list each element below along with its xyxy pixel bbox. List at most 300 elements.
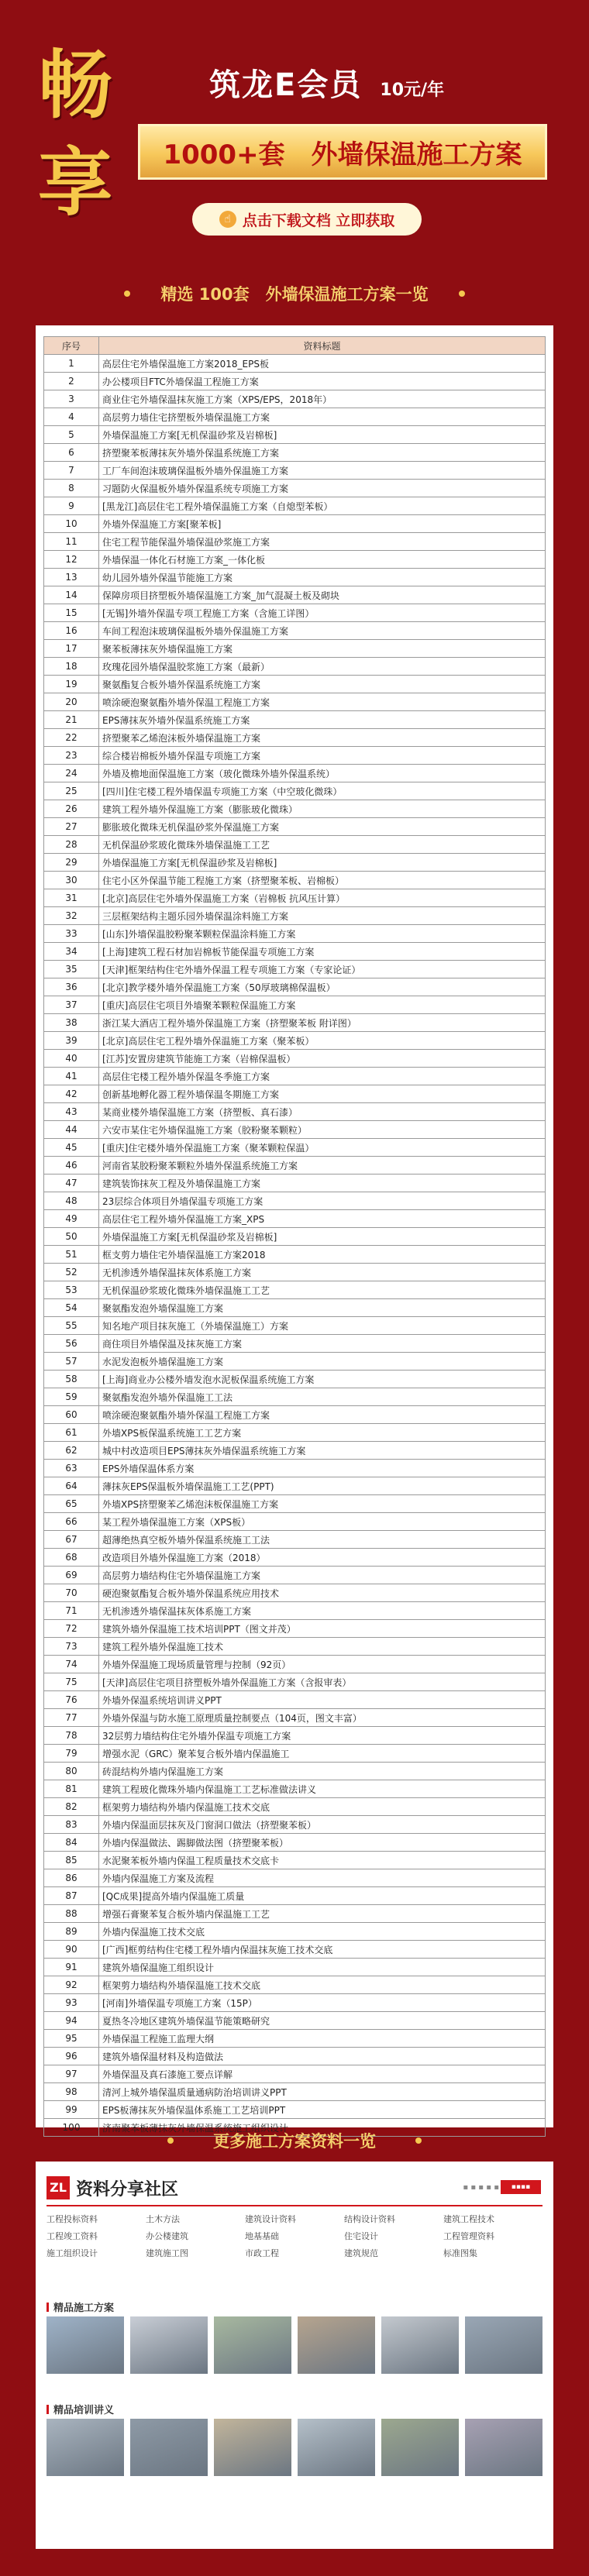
row-number: 66 [44, 1513, 99, 1531]
table-row [44, 1388, 546, 1406]
row-title[interactable]: 外墙内保温施工技术交底 [99, 1923, 546, 1941]
row-number: 11 [44, 533, 99, 551]
row-number: 60 [44, 1406, 99, 1424]
row-title[interactable]: 外墙外保温与防水施工原理质量控制要点（104页，图文丰富） [99, 1709, 546, 1727]
decor-dot [459, 291, 465, 297]
row-title[interactable]: 住宅小区外保温节能工程施工方案（挤塑聚苯板、岩棉板） [99, 872, 546, 889]
thumbnail[interactable] [46, 2316, 124, 2374]
table-row [44, 1014, 546, 1032]
table-row [44, 943, 546, 961]
row-title[interactable]: 增强石膏聚苯复合板外墙内保温施工工艺 [99, 1905, 546, 1923]
row-title[interactable]: 建筑工程玻化微珠外墙内保温施工工艺标准做法讲义 [99, 1780, 546, 1798]
row-number: 76 [44, 1691, 99, 1709]
more-resources-card [36, 2162, 553, 2549]
row-title[interactable]: [重庆]住宅楼外墙外保温施工方案（聚苯颗粒保温） [99, 1139, 546, 1157]
row-title[interactable]: 外墙外保温系统培训讲义PPT [99, 1691, 546, 1709]
row-title[interactable]: 无机保温砂浆玻化微珠外墙保温施工工艺 [99, 836, 546, 854]
category-link[interactable]: 土木方法 [146, 2214, 180, 2224]
row-title[interactable]: 高层剪力墙住宅挤塑板外墙保温施工方案 [99, 408, 546, 426]
row-number: 73 [44, 1638, 99, 1656]
category-link[interactable]: 工程竣工资料 [46, 2231, 98, 2241]
row-title[interactable]: 水泥聚苯板外墙内保温工程质量技术交底卡 [99, 1852, 546, 1869]
row-title[interactable]: 薄抹灰EPS保温板外墙保温施工工艺(PPT) [99, 1477, 546, 1495]
row-number: 40 [44, 1050, 99, 1068]
row-title[interactable]: 喷涂硬泡聚氨酯外墙外保温工程施工方案 [99, 693, 546, 711]
thumbnail[interactable] [46, 2419, 124, 2476]
row-number: 82 [44, 1798, 99, 1816]
site-name[interactable]: 资料分享社区 [76, 2179, 179, 2199]
row-title[interactable]: 工厂车间泡沫玻璃保温板外墙外保温施工方案 [99, 462, 546, 480]
table-row [44, 1869, 546, 1887]
table-row [44, 1442, 546, 1460]
table-row [44, 1513, 546, 1531]
table-row [44, 1264, 546, 1281]
row-title[interactable]: [河南]外墙保温专项施工方案（15P） [99, 1994, 546, 2012]
row-number: 52 [44, 1264, 99, 1281]
row-number: 78 [44, 1727, 99, 1745]
table-row [44, 658, 546, 676]
table-row [44, 961, 546, 978]
row-number: 36 [44, 978, 99, 996]
table-row [44, 497, 546, 515]
row-number: 77 [44, 1709, 99, 1727]
row-number: 15 [44, 604, 99, 622]
thumbnail[interactable] [381, 2419, 459, 2476]
table-row [44, 569, 546, 586]
row-title[interactable]: [北京]高层住宅外墙外保温施工方案（岩棉板 抗风压计算） [99, 889, 546, 907]
thumbnail[interactable] [130, 2419, 208, 2476]
row-title[interactable]: 外墙保温及真石漆施工要点详解 [99, 2065, 546, 2083]
row-title[interactable]: 外墙保温施工方案[无机保温砂浆及岩棉板] [99, 1228, 546, 1246]
row-number: 35 [44, 961, 99, 978]
row-title[interactable]: 外墙及檐地面保温施工方案（玻化微珠外墙外保温系统） [99, 765, 546, 782]
row-number: 74 [44, 1656, 99, 1673]
thumbnail[interactable] [298, 2419, 375, 2476]
row-number: 55 [44, 1317, 99, 1335]
row-title[interactable]: 建筑工程外墙外保温施工方案（膨胀玻化微珠） [99, 800, 546, 818]
row-number: 23 [44, 747, 99, 765]
table-header-row [44, 337, 546, 355]
row-title[interactable]: 无机保温砂浆玻化微珠外墙保温施工工艺 [99, 1281, 546, 1299]
table-row [44, 515, 546, 533]
plan-table-card [36, 325, 553, 2134]
table-row [44, 1246, 546, 1264]
row-number: 27 [44, 818, 99, 836]
table-row [44, 604, 546, 622]
row-title[interactable]: 框支剪力墙住宅外墙保温施工方案2018 [99, 1246, 546, 1264]
row-number: 75 [44, 1673, 99, 1691]
row-title[interactable]: 商住项目外墙保温及抹灰施工方案 [99, 1335, 546, 1353]
vip-price: 10元/年 [380, 81, 445, 100]
header-button[interactable]: ▪▪▪▪ [501, 2180, 541, 2194]
row-number: 61 [44, 1424, 99, 1442]
table-row [44, 1584, 546, 1602]
thumbnail[interactable] [130, 2316, 208, 2374]
row-title[interactable]: 夏热冬冷地区建筑外墙保温节能策略研究 [99, 2012, 546, 2030]
table-row [44, 676, 546, 693]
row-title[interactable]: 框架剪力墙结构外墙内保温施工技术交底 [99, 1798, 546, 1816]
row-number: 9 [44, 497, 99, 515]
row-number: 16 [44, 622, 99, 640]
thumbnail-image [298, 2419, 375, 2476]
table-row [44, 1531, 546, 1549]
row-title[interactable]: 清河上城外墙保温质量通病防治培训讲义PPT [99, 2083, 546, 2101]
row-number: 69 [44, 1567, 99, 1584]
row-title[interactable]: 建筑装饰抹灰工程及外墙保温施工方案 [99, 1175, 546, 1192]
row-title[interactable]: 办公楼项目FTC外墙保温工程施工方案 [99, 373, 546, 390]
row-number: 29 [44, 854, 99, 872]
row-title[interactable]: 建筑外墙保温材料及构造做法 [99, 2048, 546, 2065]
table-row [44, 1567, 546, 1584]
row-title[interactable]: EPS外墙保温体系方案 [99, 1460, 546, 1477]
table-row [44, 444, 546, 462]
row-title[interactable]: 建筑工程外墙外保温施工技术 [99, 1638, 546, 1656]
category-link[interactable]: 施工组织设计 [46, 2248, 98, 2258]
row-number: 3 [44, 390, 99, 408]
row-title[interactable]: [四川]住宅楼工程外墙保温专项施工方案（中空玻化微珠） [99, 782, 546, 800]
row-title[interactable]: 保障房项目挤塑板外墙保温施工方案_加气混凝土板及砌块 [99, 586, 546, 604]
hero-banner [0, 0, 589, 279]
row-number: 56 [44, 1335, 99, 1353]
row-title[interactable]: 济南聚苯板薄抹灰外墙保温系统施工组织设计 [99, 2119, 546, 2137]
row-title[interactable]: [天津]高层住宅项目挤塑板外墙外保温施工方案（含报审表） [99, 1673, 546, 1691]
table-row [44, 1620, 546, 1638]
site-logo: ZL [46, 2176, 70, 2199]
row-number: 22 [44, 729, 99, 747]
row-number: 70 [44, 1584, 99, 1602]
table-row [44, 1477, 546, 1495]
table-row [44, 1709, 546, 1727]
row-number: 45 [44, 1139, 99, 1157]
row-title[interactable]: [上海]建筑工程石材加岩棉板节能保温专项施工方案 [99, 943, 546, 961]
row-title[interactable]: 住宅工程节能保温外墙保温砂浆施工方案 [99, 533, 546, 551]
category-link[interactable]: 地基基础 [245, 2231, 279, 2241]
table-row [44, 1816, 546, 1834]
row-number: 7 [44, 462, 99, 480]
row-number: 85 [44, 1852, 99, 1869]
table-row [44, 1317, 546, 1335]
row-title[interactable]: 挤塑聚苯乙烯泡沫板外墙保温施工方案 [99, 729, 546, 747]
table-row [44, 2065, 546, 2083]
row-title[interactable]: [北京]教学楼外墙外保温施工方案（50厚玻璃棉保温板） [99, 978, 546, 996]
table-row [44, 1691, 546, 1709]
row-number: 96 [44, 2048, 99, 2065]
row-title[interactable]: 六安市某住宅外墙保温施工方案（胶粉聚苯颗粒） [99, 1121, 546, 1139]
row-title[interactable]: 砖混结构外墙内保温施工方案 [99, 1763, 546, 1780]
category-link[interactable]: 标准图集 [443, 2248, 477, 2258]
row-title[interactable]: 聚氨酯发泡外墙外保温施工工法 [99, 1388, 546, 1406]
table-row [44, 907, 546, 925]
row-number: 12 [44, 551, 99, 569]
table-row [44, 390, 546, 408]
row-number: 20 [44, 693, 99, 711]
row-title[interactable]: 改造项目外墙外保温施工方案（2018） [99, 1549, 546, 1567]
row-title[interactable]: EPS薄抹灰外墙外保温系统施工方案 [99, 711, 546, 729]
category-link[interactable]: 建筑工程技术 [443, 2214, 494, 2224]
row-title[interactable]: 知名地产项目抹灰施工（外墙保温施工）方案 [99, 1317, 546, 1335]
row-number: 90 [44, 1941, 99, 1959]
row-title[interactable]: 聚氨酯发泡外墙保温施工方案 [99, 1299, 546, 1317]
row-number: 51 [44, 1246, 99, 1264]
row-title[interactable]: 创新基地孵化器工程外墙保温冬期施工方案 [99, 1085, 546, 1103]
row-number: 30 [44, 872, 99, 889]
row-title[interactable]: 无机渗透外墙保温抹灰体系施工方案 [99, 1602, 546, 1620]
row-number: 92 [44, 1976, 99, 1994]
row-number: 21 [44, 711, 99, 729]
row-number: 100 [44, 2119, 99, 2137]
table-row [44, 1727, 546, 1745]
row-title[interactable]: [北京]高层住宅工程外墙外保温施工方案（聚苯板） [99, 1032, 546, 1050]
row-title[interactable]: 增强水泥（GRC）聚苯复合板外墙内保温施工 [99, 1745, 546, 1763]
row-title[interactable]: [无锡]外墙外保温专项工程施工方案（含施工详图） [99, 604, 546, 622]
row-title[interactable]: 聚氨酯复合板外墙外保温系统施工方案 [99, 676, 546, 693]
pointer-icon: ☝ [219, 211, 236, 228]
thumbnail-image [46, 2419, 124, 2476]
row-title[interactable]: 外墙内保温施工方案及流程 [99, 1869, 546, 1887]
category-link[interactable]: 建筑规范 [344, 2248, 378, 2258]
row-title[interactable]: 超薄绝热真空板外墙外保温系统施工工法 [99, 1531, 546, 1549]
table-body [44, 355, 546, 2137]
table-row [44, 711, 546, 729]
row-number: 25 [44, 782, 99, 800]
category-link[interactable]: 住宅设计 [344, 2231, 378, 2241]
category-link[interactable]: 办公楼建筑 [146, 2231, 188, 2241]
row-number: 84 [44, 1834, 99, 1852]
category-link[interactable]: 市政工程 [245, 2248, 279, 2258]
row-number: 4 [44, 408, 99, 426]
table-row [44, 872, 546, 889]
table-row [44, 1424, 546, 1442]
row-number: 48 [44, 1192, 99, 1210]
row-title[interactable]: 某工程外墙保温施工方案（XPS板） [99, 1513, 546, 1531]
row-title[interactable]: [上海]商业办公楼外墙发泡水泥板保温系统施工方案 [99, 1371, 546, 1388]
row-title[interactable]: 车间工程泡沫玻璃保温板外墙外保温施工方案 [99, 622, 546, 640]
table-row [44, 747, 546, 765]
category-link[interactable]: 工程管理资料 [443, 2231, 494, 2241]
row-title[interactable]: 三层框架结构主题乐园外墙保温涂料施工方案 [99, 907, 546, 925]
row-number: 1 [44, 355, 99, 373]
row-title[interactable]: [江苏]安置房建筑节能施工方案（岩棉保温板） [99, 1050, 546, 1068]
row-title[interactable]: 综合楼岩棉板外墙外保温专项施工方案 [99, 747, 546, 765]
row-number: 88 [44, 1905, 99, 1923]
category-link[interactable]: 工程投标资料 [46, 2214, 98, 2224]
row-title[interactable]: 水泥发泡板外墙保温施工方案 [99, 1353, 546, 1371]
row-number: 49 [44, 1210, 99, 1228]
row-title[interactable]: 外墙XPS板保温系统施工工艺方案 [99, 1424, 546, 1442]
table-row [44, 2083, 546, 2101]
thumbnail-image [214, 2316, 291, 2374]
thumbnail[interactable] [298, 2316, 375, 2374]
table-row [44, 996, 546, 1014]
row-title[interactable]: 外墙保温施工方案[无机保温砂浆及岩棉板] [99, 854, 546, 872]
table-row [44, 1780, 546, 1798]
table-row [44, 889, 546, 907]
row-title[interactable]: [广西]框剪结构住宅楼工程外墙内保温抹灰施工技术交底 [99, 1941, 546, 1959]
row-number: 97 [44, 2065, 99, 2083]
table-row [44, 426, 546, 444]
row-number: 38 [44, 1014, 99, 1032]
table-row [44, 1032, 546, 1050]
table-row [44, 1656, 546, 1673]
row-number: 64 [44, 1477, 99, 1495]
thumbnail-image [465, 2316, 542, 2374]
category-link[interactable]: 建筑设计资料 [245, 2214, 296, 2224]
table-row [44, 408, 546, 426]
row-title[interactable]: 32层剪力墙结构住宅外墙外保温专项施工方案 [99, 1727, 546, 1745]
vip-line [209, 60, 444, 105]
table-row [44, 373, 546, 390]
table-row [44, 640, 546, 658]
thumbnail-image [130, 2316, 208, 2374]
row-title[interactable]: 外墙内保温做法、踢脚做法图（挤塑聚苯板） [99, 1834, 546, 1852]
table-row [44, 533, 546, 551]
row-title[interactable]: 高层剪力墙结构住宅外墙保温施工方案 [99, 1567, 546, 1584]
thumbnail-row-training [46, 2419, 542, 2476]
row-number: 67 [44, 1531, 99, 1549]
row-number: 34 [44, 943, 99, 961]
row-title[interactable]: 商业住宅外墙保温抹灰施工方案（XPS/EPS，2018年） [99, 390, 546, 408]
decor-dot [415, 2137, 422, 2144]
row-number: 8 [44, 480, 99, 497]
section-title-more: 更多施工方案资料一览 [213, 2132, 376, 2151]
row-title[interactable]: 无机渗透外墙保温抹灰体系施工方案 [99, 1264, 546, 1281]
row-number: 17 [44, 640, 99, 658]
row-title[interactable]: 外墙内保温面层抹灰及门窗洞口做法（挤塑聚苯板） [99, 1816, 546, 1834]
row-title[interactable]: 23层综合体项目外墙保温专项施工方案 [99, 1192, 546, 1210]
row-number: 54 [44, 1299, 99, 1317]
row-number: 18 [44, 658, 99, 676]
thumbnail[interactable] [214, 2419, 291, 2476]
divider [46, 2205, 542, 2206]
row-number: 39 [44, 1032, 99, 1050]
row-title[interactable]: 框架剪力墙结构外墙保温施工技术交底 [99, 1976, 546, 1994]
row-number: 81 [44, 1780, 99, 1798]
column-header-title: 资料标题 [99, 337, 546, 355]
row-title[interactable]: 膨胀玻化微珠无机保温砂浆外保温施工方案 [99, 818, 546, 836]
row-title[interactable]: EPS板薄抹灰外墙保温体系施工工艺培训PPT [99, 2101, 546, 2119]
table-row [44, 1353, 546, 1371]
column-header-no: 序号 [44, 337, 99, 355]
thumbnail[interactable] [381, 2316, 459, 2374]
table-row [44, 836, 546, 854]
row-title[interactable]: 幼儿园外墙外保温节能施工方案 [99, 569, 546, 586]
row-number: 72 [44, 1620, 99, 1638]
row-title[interactable]: 玫瑰花园外墙保温胶浆施工方案（最新） [99, 658, 546, 676]
row-title[interactable]: 挤塑聚苯板薄抹灰外墙外保温系统施工方案 [99, 444, 546, 462]
thumbnail[interactable] [465, 2316, 542, 2374]
row-title[interactable]: 外墙保温一体化石材施工方案_一体化板 [99, 551, 546, 569]
table-row [44, 1335, 546, 1353]
row-title[interactable]: 浙江某大酒店工程外墙外保温施工方案（挤塑聚苯板 附详图） [99, 1014, 546, 1032]
thumbnail-image [214, 2419, 291, 2476]
row-number: 6 [44, 444, 99, 462]
row-number: 89 [44, 1923, 99, 1941]
download-cta-button[interactable] [192, 203, 422, 236]
row-number: 24 [44, 765, 99, 782]
row-number: 37 [44, 996, 99, 1014]
header-meta: ▪ ▪ ▪ ▪ ▪ [463, 2183, 499, 2192]
table-row [44, 1638, 546, 1656]
row-number: 31 [44, 889, 99, 907]
row-number: 46 [44, 1157, 99, 1175]
row-title[interactable]: 高层住宅工程外墙外保温施工方案_XPS [99, 1210, 546, 1228]
category-link[interactable]: 结构设计资料 [344, 2214, 395, 2224]
row-number: 26 [44, 800, 99, 818]
row-title[interactable]: 高层住宅楼工程外墙外保温冬季施工方案 [99, 1068, 546, 1085]
row-title[interactable]: 外墙外保温施工现场质量管理与控制（92页） [99, 1656, 546, 1673]
row-title[interactable]: 硬泡聚氨酯复合板外墙外保温系统应用技术 [99, 1584, 546, 1602]
table-row [44, 551, 546, 569]
table-row [44, 1763, 546, 1780]
row-title[interactable]: 某商业楼外墙保温施工方案（挤塑板、真石漆） [99, 1103, 546, 1121]
thumbnail[interactable] [214, 2316, 291, 2374]
thumbnail-image [381, 2419, 459, 2476]
row-title[interactable]: 建筑外墙保温施工组织设计 [99, 1959, 546, 1976]
row-title[interactable]: [山东]外墙保温胶粉聚苯颗粒保温涂料施工方案 [99, 925, 546, 943]
row-number: 32 [44, 907, 99, 925]
row-title[interactable]: 聚苯板薄抹灰外墙保温施工方案 [99, 640, 546, 658]
table-row [44, 1281, 546, 1299]
row-title[interactable]: [QC成果]提高外墙内保温施工质量 [99, 1887, 546, 1905]
table-row [44, 1299, 546, 1317]
table-row [44, 1673, 546, 1691]
table-row [44, 1157, 546, 1175]
row-title[interactable]: [重庆]高层住宅项目外墙聚苯颗粒保温施工方案 [99, 996, 546, 1014]
row-title[interactable]: 建筑外墙外保温施工技术培训PPT（图文并茂） [99, 1620, 546, 1638]
table-row [44, 1192, 546, 1210]
row-number: 28 [44, 836, 99, 854]
row-number: 63 [44, 1460, 99, 1477]
row-title[interactable]: 习题防火保温板外墙外保温系统专项施工方案 [99, 480, 546, 497]
thumbnail[interactable] [465, 2419, 542, 2476]
row-number: 58 [44, 1371, 99, 1388]
row-number: 44 [44, 1121, 99, 1139]
row-title[interactable]: 河南省某胶粉聚苯颗粒外墙外保温系统施工方案 [99, 1157, 546, 1175]
hero-char-top: 畅 [38, 42, 112, 129]
row-number: 68 [44, 1549, 99, 1567]
row-title[interactable]: [天津]框架结构住宅外墙外保温工程专项施工方案（专家论证） [99, 961, 546, 978]
row-title[interactable]: 外墙外保温施工方案[聚苯板] [99, 515, 546, 533]
table-row [44, 800, 546, 818]
table-row [44, 1371, 546, 1388]
plan-table [43, 336, 546, 2137]
row-title[interactable]: 城中村改造项目EPS薄抹灰外墙保温系统施工方案 [99, 1442, 546, 1460]
table-row [44, 1905, 546, 1923]
table-row [44, 1852, 546, 1869]
site-header [46, 2175, 178, 2200]
row-number: 50 [44, 1228, 99, 1246]
row-number: 91 [44, 1959, 99, 1976]
table-row [44, 1959, 546, 1976]
thumbnail-row-plans [46, 2316, 542, 2374]
sub-title-plans: 精品施工方案 [46, 2299, 114, 2314]
table-row [44, 2030, 546, 2048]
table-row [44, 1549, 546, 1567]
row-title[interactable]: 外墙XPS挤塑聚苯乙烯泡沫板保温施工方案 [99, 1495, 546, 1513]
row-title[interactable]: 外墙保温工程施工监理大纲 [99, 2030, 546, 2048]
category-link[interactable]: 建筑施工图 [146, 2248, 188, 2258]
table-row [44, 978, 546, 996]
table-row [44, 1923, 546, 1941]
cta-label: 点击下载文档 立即获取 [242, 212, 395, 229]
row-title[interactable]: 外墙保温施工方案[无机保温砂浆及岩棉板] [99, 426, 546, 444]
section-title-list: 精选 100套 外墙保温施工方案一览 [160, 285, 429, 304]
row-title[interactable]: 喷涂硬泡聚氨酯外墙外保温工程施工方案 [99, 1406, 546, 1424]
table-row [44, 1495, 546, 1513]
row-number: 98 [44, 2083, 99, 2101]
row-title[interactable]: [黑龙江]高层住宅工程外墙保温施工方案（自熄型苯板） [99, 497, 546, 515]
row-title[interactable]: 高层住宅外墙保温施工方案2018_EPS板 [99, 355, 546, 373]
